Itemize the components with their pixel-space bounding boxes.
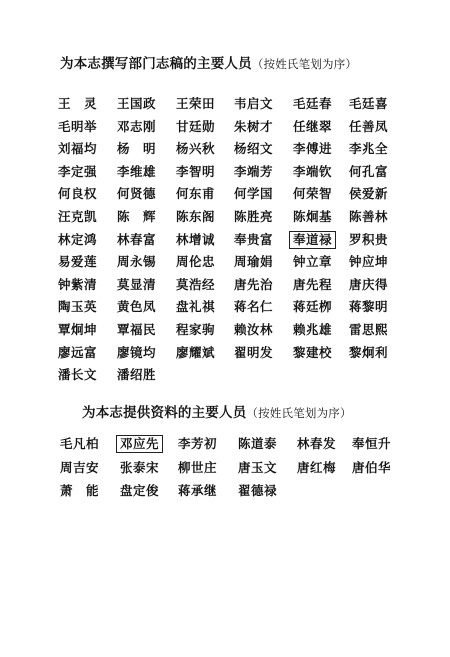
section1-name: 侯爱新	[349, 186, 389, 202]
section1-name: 奉贵富	[234, 231, 274, 247]
section1-name: 杨绍文	[234, 141, 274, 157]
section1-name: 莫浩经	[176, 276, 216, 292]
section1-name: 潘绍胜	[117, 367, 157, 383]
section1-name: 任继翠	[293, 118, 333, 134]
section1-boxed-name: 奉道禄	[289, 231, 336, 249]
section1-name: 何孔富	[349, 163, 389, 179]
section1-name: 唐庆得	[349, 276, 389, 292]
section1-name: 易爱莲	[58, 254, 98, 270]
section2-name: 柳世庄	[178, 459, 218, 475]
section2-boxed-name: 邓应先	[116, 435, 163, 453]
section1-name: 赖兆雄	[293, 322, 333, 337]
section1-name: 毛廷春	[293, 96, 333, 111]
section-1-title: 为本志撰写部门志稿的主要人员	[60, 56, 252, 72]
section2-name: 萧 能	[60, 483, 100, 498]
section1-name: 蒋黎明	[349, 299, 389, 315]
section2-name: 张泰宋	[120, 459, 160, 475]
section2-name: 奉恒升	[352, 436, 392, 451]
section2-name: 林春发	[297, 436, 337, 451]
section1-name: 钟紫清	[58, 276, 98, 292]
section1-name: 黎建校	[293, 344, 333, 360]
section1-name: 刘福均	[58, 141, 98, 157]
section2-name: 翟德禄	[238, 483, 278, 498]
section-1-heading	[60, 52, 357, 72]
section2-name: 唐伯华	[352, 459, 392, 475]
section1-name: 汪克凯	[58, 209, 98, 224]
section1-name: 盘礼祺	[176, 299, 216, 315]
section1-name: 陈善林	[349, 209, 389, 224]
section1-name: 陈胜亮	[234, 209, 274, 224]
section1-name: 周伦忠	[176, 254, 216, 270]
section1-name: 李定强	[58, 163, 98, 179]
section1-name: 李智明	[176, 163, 216, 179]
section-2-note: （按姓氏笔划为序）	[246, 406, 352, 420]
section2-name: 盘定俊	[120, 483, 160, 498]
section1-name: 周永锡	[117, 254, 157, 270]
section1-name: 唐先治	[234, 276, 274, 292]
section1-name: 赖汝林	[234, 322, 274, 337]
section1-name: 陈 辉	[117, 209, 157, 224]
section2-name: 陈道泰	[238, 436, 278, 451]
section1-name: 李端芳	[234, 163, 274, 179]
section1-name: 李维雄	[117, 163, 157, 179]
section1-name: 杨 明	[117, 141, 157, 157]
section-2-title: 为本志提供资料的主要人员	[82, 405, 247, 421]
section1-name: 韦启文	[234, 96, 274, 111]
section1-name: 陈东阁	[176, 209, 216, 224]
section-2-heading	[82, 401, 352, 421]
section1-name: 何贤德	[117, 186, 157, 202]
section1-name: 覃福民	[117, 322, 157, 337]
section1-name: 杨兴秋	[176, 141, 216, 157]
section1-name: 何荣智	[293, 186, 333, 202]
section2-name: 李芳初	[178, 436, 218, 451]
section1-name: 陶玉英	[58, 299, 98, 315]
section1-name: 李兆全	[349, 141, 389, 157]
section1-name: 程家驹	[176, 322, 216, 337]
section1-name: 何良权	[58, 186, 98, 202]
section1-name: 周瑜娟	[234, 254, 274, 270]
section1-name: 罗积贵	[349, 231, 389, 247]
section1-name: 李傅进	[293, 141, 333, 157]
section1-name: 蒋廷栁	[293, 299, 333, 315]
section2-name: 周吉安	[60, 459, 100, 475]
section1-name: 何学国	[234, 186, 274, 202]
section1-name: 毛明举	[58, 118, 98, 134]
section1-name: 唐先程	[293, 276, 333, 292]
section1-name: 钟应坤	[349, 254, 389, 270]
section1-name: 林增诚	[176, 231, 216, 247]
section1-name: 林定鸿	[58, 231, 98, 247]
section1-name: 邓志刚	[117, 118, 157, 134]
section1-name: 雷思熙	[349, 322, 389, 337]
section2-name: 蒋承继	[178, 483, 218, 498]
section2-name: 毛凡柏	[60, 436, 100, 451]
section2-name: 唐红梅	[297, 459, 337, 475]
section1-name: 廖远富	[58, 344, 98, 360]
section1-name: 翟明发	[234, 344, 274, 360]
section1-name: 毛廷喜	[349, 96, 389, 111]
section1-name: 黎炯利	[349, 344, 389, 360]
section1-name: 何东甫	[176, 186, 216, 202]
section1-name: 陈炯基	[293, 209, 333, 224]
section1-name: 王国政	[117, 96, 157, 111]
section1-name: 覃炯坤	[58, 322, 98, 337]
section1-name: 任善凤	[349, 118, 389, 134]
section1-name: 甘廷勋	[176, 118, 216, 134]
section1-name: 李端钦	[293, 163, 333, 179]
section1-name: 蒋名仁	[234, 299, 274, 315]
section-1-note: （按姓氏笔划为序）	[251, 57, 358, 71]
section1-name: 钟立章	[293, 254, 333, 270]
section2-name: 唐玉文	[238, 459, 278, 475]
section1-name: 林春富	[117, 231, 157, 247]
section1-name: 黄色凤	[117, 299, 157, 315]
section1-name: 莫显清	[117, 276, 157, 292]
section1-name: 王荣田	[176, 96, 216, 111]
section1-name: 廖耀斌	[176, 344, 216, 360]
section1-name: 朱树才	[234, 118, 274, 134]
section1-name: 潘长文	[58, 367, 98, 383]
section1-name: 王 灵	[58, 96, 98, 111]
section1-name: 廖镜均	[117, 344, 157, 360]
